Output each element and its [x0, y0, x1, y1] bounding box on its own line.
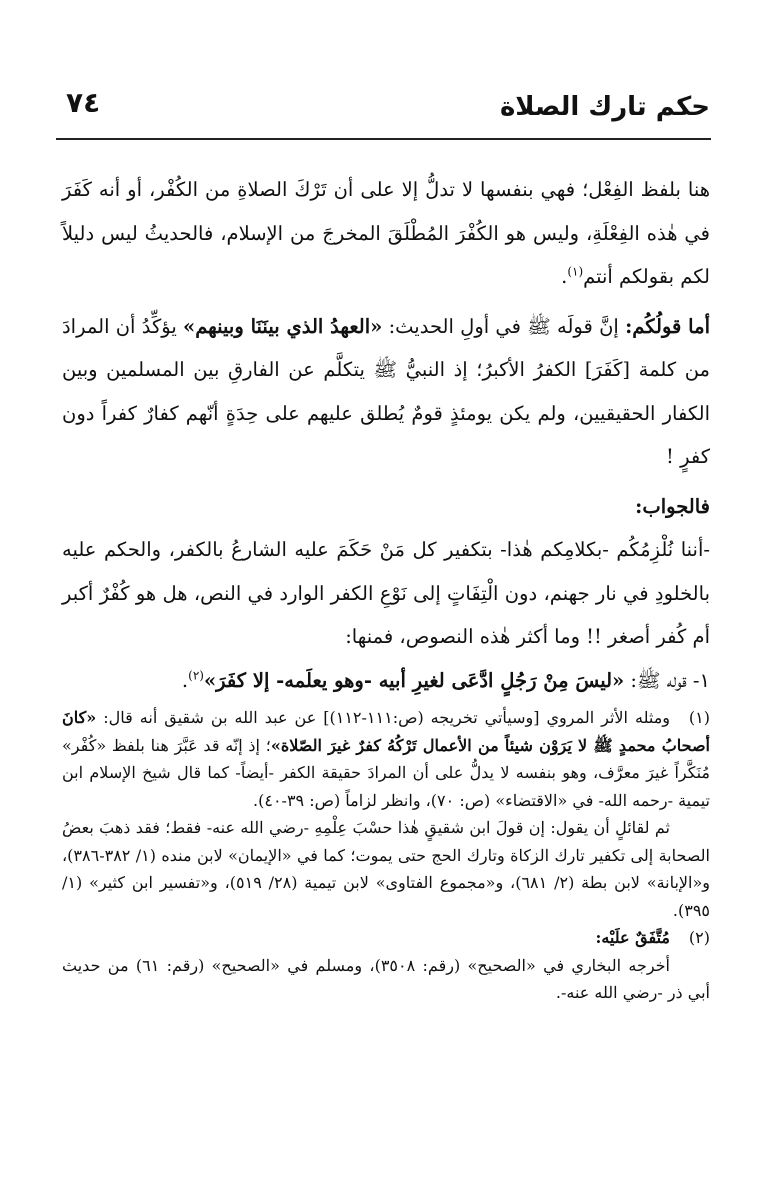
- footnotes: [62, 704, 710, 1007]
- footnote-1-text-b: ؛ إذ إنّه قد عَبَّرَ هنا بلفظ «كُفْر» مُنَكَّراً غيرَ معرَّف، وهو بنفسه لا يدلُّ على أن المرادَ حقيقة الكفر -أيضاً- كما قال شيخ الإسلام ابن تيمية -رحمه الله- في «الاقتضاء» (ص: ٧٠)، وانظر لزاماً (ص: ٣٩-٤٠).: [62, 735, 710, 810]
- paragraph-1-end: .: [561, 265, 568, 288]
- footnote-ref-1: (١): [567, 264, 584, 279]
- footnote-2-number: (٢): [688, 928, 710, 947]
- main-text: [62, 168, 710, 702]
- footnote-1-continuation: ثم لقائلٍ أن يقول: إن قولَ ابن شقيقٍ هٰذا حسْبَ عِلْمِهِ -رضي الله عنه- فقط؛ فقد ذهبَ بعضُ الصحابة إلى تكفير تارك الزكاة وتارك الحج حتى يموت؛ كما في «الإيمان» لابن منده (١/ ٣٨٢-٣٨٦)، و«الإبانة» لابن بطة (٢/ ٦٨١)، و«مجموع الفتاوى» لابن تيمية (٢٨/ ٥١٩)، و«تفسير ابن كثير» (١/ ٣٩٥).: [62, 818, 711, 920]
- paragraph-2: [62, 305, 710, 479]
- header-rule: [56, 138, 711, 140]
- paragraph-3-text: -أننا نُلْزِمُكُم -بكلامِكم هٰذا- بتكفير كل مَنْ حَكَمَ عليه الشارعُ بالكفر، والحكم عليه بالخلودِ في نار جهنم، دون الْتِفَاتٍ إلى نَوْعِ الكفر الوارد في النص، هل هو كُفْرٌ أكبر أم كُفر أصغر !! وما أكثر هٰذه النصوص، فمنها:: [62, 538, 710, 648]
- footnote-2-title: مُتَّفَقٌ علَيْه:: [595, 928, 670, 947]
- footnote-1-text-a: ومثله الأثر المروي [وسيأتي تخريجه (ص:١١١-١١٢)] عن عبد الله بن شقيق أنه قال:: [96, 708, 671, 727]
- footnote-2-heading: [62, 924, 710, 952]
- footnote-ref-2: (٢): [188, 668, 204, 682]
- footnote-2-text: أخرجه البخاري في «الصحيح» (رقم: ٣٥٠٨)، ومسلم في «الصحيح» (رقم: ٦١) من حديث أبي ذر -رضي الله عنه-.: [62, 955, 710, 1002]
- footnote-1-number: (١): [688, 708, 711, 727]
- paragraph-2-text-b: يؤكِّدُ أن المرادَ من كلمة [كَفَرَ] الكفرُ الأكبرُ؛ إذ النبيُّ ﷺ يتكلَّم عن الفارقِ بين المسلمين وبين الكفار الحقيقيين، ولم يكن يومئذٍ قومٌ يُطلق عليهم على حِدَةٍ أنّهم كفارٌ كفراً دون كفرٍ !: [62, 314, 710, 468]
- paragraph-4: [62, 659, 710, 703]
- paragraph-2-lead: أما قولُكُم:: [625, 314, 710, 338]
- paragraph-4-end: .: [181, 668, 189, 692]
- running-title: حكم تارك الصلاة: [499, 92, 710, 122]
- hadith-quote-2: «ليسَ مِنْ رَجُلٍ ادَّعَى لغيرِ أبيه -وهو يعلَمه- إلا كفَرَ»: [203, 668, 625, 692]
- footnote-1: [62, 704, 710, 814]
- paragraph-3: [62, 528, 710, 659]
- paragraph-4-text: ١- قوله ﷺ:: [624, 668, 710, 692]
- paragraph-1: [62, 168, 710, 299]
- page-number: ٧٤: [66, 86, 101, 119]
- footnote-1-quote: «كانَ أصحابُ محمدٍ ﷺ لا يَرَوْن شيئاً من الأعمال تَرْكُهُ كفرٌ غيرَ الصّلاة»: [62, 708, 710, 755]
- paragraph-2-text-a: إنَّ قولَه ﷺ في أولِ الحديث:: [382, 314, 626, 338]
- page-header: [60, 86, 710, 136]
- paragraph-1-text: هنا بلفظ الفِعْل؛ فهي بنفسها لا تدلُّ إلا على أن تَرْكَ الصلاةِ من الكُفْر، أو أنه كَفَرَ في هٰذه الفِعْلَةِ، وليس هو الكُفْرَ المُطْلَقَ المخرجَ من الإسلام، فالحديثُ ليس دليلاً لكم بقولكم أنتم: [62, 178, 710, 288]
- answer-heading: [62, 485, 710, 529]
- answer-label: فالجواب:: [635, 494, 710, 518]
- hadith-quote-1: «العهدُ الذي بينَنَا وبينهم»: [183, 314, 383, 338]
